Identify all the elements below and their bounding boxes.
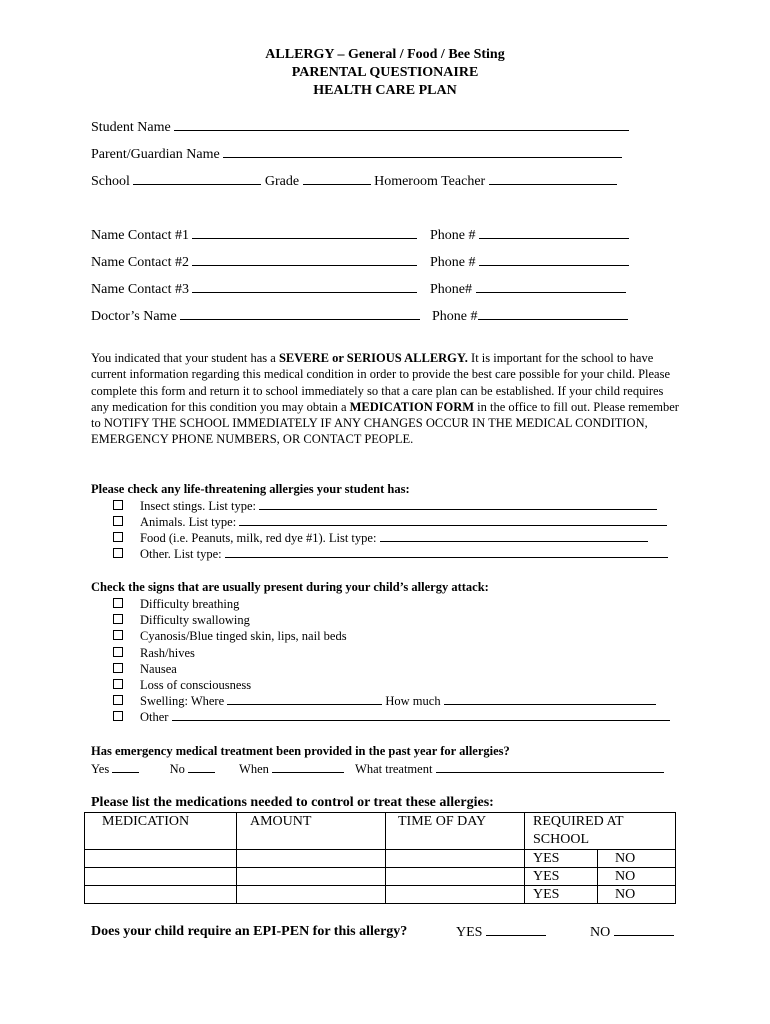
treatment-yes-field[interactable]	[112, 761, 139, 773]
sign-label: Difficulty breathing	[140, 597, 240, 611]
treatment-what-label: What treatment	[355, 762, 433, 776]
form-title-line1: ALLERGY – General / Food / Bee Sting	[265, 47, 505, 62]
col-required-header: REQUIRED AT SCHOOL	[525, 813, 676, 850]
signs-heading: Check the signs that are usually present during your child’s allergy attack:	[91, 580, 489, 594]
homeroom-field[interactable]	[489, 173, 617, 185]
table-row	[85, 886, 676, 904]
notice-text-1: You indicated that your student has a	[91, 351, 279, 365]
allergy-other-checkbox[interactable]	[113, 548, 123, 558]
sign-item	[113, 645, 195, 661]
treatment-row	[91, 761, 664, 777]
doctor-field[interactable]	[180, 308, 420, 320]
sign-checkbox[interactable]	[113, 647, 123, 657]
sign-checkbox[interactable]	[113, 679, 123, 689]
contact-3-field[interactable]	[192, 281, 417, 293]
time-cell[interactable]	[386, 850, 525, 868]
student-name-field[interactable]	[174, 119, 629, 131]
allergy-item	[113, 546, 668, 562]
allergy-other-label: Other. List type:	[140, 547, 222, 561]
sign-item	[113, 612, 250, 628]
epipen-no-label: NO	[590, 925, 611, 940]
sign-checkbox[interactable]	[113, 663, 123, 673]
epipen-question: Does your child require an EPI-PEN for this allergy?	[91, 924, 408, 939]
sign-label: Cyanosis/Blue tinged skin, lips, nail beds	[140, 629, 347, 643]
contact-1-phone-row	[430, 227, 629, 244]
col-medication-header: MEDICATION	[85, 813, 237, 850]
col-amount-header: AMOUNT	[237, 813, 386, 850]
contact-2-row	[91, 254, 417, 271]
table-row	[85, 868, 676, 886]
student-name-label: Student Name	[91, 120, 171, 135]
epipen-yes-row	[456, 924, 546, 941]
sign-label: Rash/hives	[140, 646, 195, 660]
allergy-other-field[interactable]	[225, 546, 668, 558]
sign-item	[113, 596, 239, 612]
form-title-line2: PARENTAL QUESTIONAIRE	[291, 65, 479, 80]
grade-label: Grade	[264, 174, 300, 189]
sign-item	[113, 693, 656, 709]
notice-text-3: in the office to fill out. Please remember to NOTIFY THE SCHOOL IMMEDIATELY IF ANY CHANGES OCCUR IN THE MEDICAL CONDITION, EMERGENCY PHONE NUMBERS, OR CONTACT PEOPLE.	[91, 399, 679, 447]
medication-cell[interactable]	[85, 850, 237, 868]
allergy-insect-checkbox[interactable]	[113, 500, 123, 510]
swelling-how-much-field[interactable]	[444, 693, 656, 705]
allergy-food-checkbox[interactable]	[113, 532, 123, 542]
contact-3-phone-field[interactable]	[476, 281, 626, 293]
sign-label: Difficulty swallowing	[140, 613, 250, 627]
notice-bold-medication-form: MEDICATION FORM	[349, 399, 475, 414]
contact-3-phone-row	[430, 281, 626, 298]
notice-text-2: It is important for the school to have current information regarding this medical condition in order to provide the best care possible for your child. Please complete this form and return it to school immediately so that a care plan can be established. If your child requires any medication for this condition you may obtain a	[91, 351, 670, 414]
contact-2-phone-label: Phone #	[430, 255, 476, 270]
contact-2-phone-row	[430, 254, 629, 271]
sign-swelling-checkbox[interactable]	[113, 695, 123, 705]
allergy-insect-label: Insect stings. List type:	[140, 499, 256, 513]
guardian-name-field[interactable]	[223, 146, 622, 158]
epipen-yes-field[interactable]	[486, 924, 546, 936]
required-no-cell[interactable]: NO	[598, 850, 676, 868]
contact-3-phone-label: Phone#	[430, 282, 472, 297]
sign-other-checkbox[interactable]	[113, 711, 123, 721]
contact-1-phone-label: Phone #	[430, 228, 476, 243]
allergy-food-label: Food (i.e. Peanuts, milk, red dye #1). List type:	[140, 531, 377, 545]
medication-cell[interactable]	[85, 886, 237, 904]
doctor-phone-label: Phone #	[432, 309, 478, 324]
sign-item	[113, 677, 251, 693]
school-row	[91, 173, 617, 190]
epipen-yes-label: YES	[456, 925, 483, 940]
allergy-animals-checkbox[interactable]	[113, 516, 123, 526]
medication-cell[interactable]	[85, 868, 237, 886]
treatment-when-field[interactable]	[272, 761, 344, 773]
treatment-no-label: No	[169, 762, 185, 776]
time-cell[interactable]	[386, 868, 525, 886]
medications-table	[84, 812, 676, 904]
contact-2-field[interactable]	[192, 254, 417, 266]
allergies-heading: Please check any life-threatening allergies your student has:	[91, 482, 410, 496]
guardian-name-row	[91, 146, 622, 163]
required-yes-cell[interactable]: YES	[525, 850, 598, 868]
treatment-no-field[interactable]	[188, 761, 215, 773]
contact-3-row	[91, 281, 417, 298]
student-name-row	[91, 119, 629, 136]
table-row	[85, 850, 676, 868]
amount-cell[interactable]	[237, 868, 386, 886]
sign-label: Nausea	[140, 662, 177, 676]
contact-1-label: Name Contact #1	[91, 228, 189, 243]
amount-cell[interactable]	[237, 850, 386, 868]
doctor-row	[91, 308, 420, 325]
treatment-question: Has emergency medical treatment been provided in the past year for allergies?	[91, 744, 510, 758]
swelling-where-field[interactable]	[227, 693, 382, 705]
col-time-header: TIME OF DAY	[386, 813, 525, 850]
sign-checkbox[interactable]	[113, 614, 123, 624]
medications-heading: Please list the medications needed to control or treat these allergies:	[91, 795, 494, 810]
amount-cell[interactable]	[237, 886, 386, 904]
required-yes-cell[interactable]: YES	[525, 886, 598, 904]
treatment-what-field[interactable]	[436, 761, 664, 773]
school-label: School	[91, 174, 130, 189]
epipen-no-field[interactable]	[614, 924, 674, 936]
sign-other-field[interactable]	[172, 709, 670, 721]
form-title-line3: HEALTH CARE PLAN	[313, 83, 457, 98]
notice-bold-allergy: SEVERE or SERIOUS ALLERGY.	[278, 351, 468, 365]
time-cell[interactable]	[386, 886, 525, 904]
allergy-item	[113, 514, 667, 530]
required-no-cell[interactable]: NO	[598, 886, 676, 904]
contact-3-label: Name Contact #3	[91, 282, 189, 297]
homeroom-label: Homeroom Teacher	[374, 174, 486, 189]
contact-2-label: Name Contact #2	[91, 255, 189, 270]
doctor-label: Doctor’s Name	[91, 309, 177, 324]
sign-checkbox[interactable]	[113, 630, 123, 640]
sign-checkbox[interactable]	[113, 598, 123, 608]
allergy-insect-field[interactable]	[259, 498, 657, 510]
required-yes-cell[interactable]: YES	[525, 868, 598, 886]
notice-paragraph	[91, 350, 681, 448]
treatment-when-label: When	[239, 762, 269, 776]
sign-item	[113, 628, 347, 644]
sign-item	[113, 709, 670, 725]
epipen-no-row	[590, 924, 674, 941]
sign-swelling-label: Swelling: Where	[140, 694, 225, 708]
contact-2-phone-field[interactable]	[479, 254, 629, 266]
sign-label: Loss of consciousness	[140, 678, 252, 692]
allergy-item	[113, 530, 648, 546]
contact-1-row	[91, 227, 417, 244]
allergy-item	[113, 498, 657, 514]
doctor-phone-field[interactable]	[478, 308, 628, 320]
contact-1-phone-field[interactable]	[479, 227, 629, 239]
allergy-animals-label: Animals. List type:	[140, 515, 237, 529]
required-no-cell[interactable]: NO	[598, 868, 676, 886]
grade-field[interactable]	[303, 173, 371, 185]
contact-1-field[interactable]	[192, 227, 417, 239]
allergy-food-field[interactable]	[380, 530, 648, 542]
doctor-phone-row	[432, 308, 628, 325]
sign-other-label: Other	[140, 710, 169, 724]
guardian-name-label: Parent/Guardian Name	[91, 147, 220, 162]
swelling-how-much-label: How much	[385, 694, 441, 708]
sign-item	[113, 661, 177, 677]
allergy-animals-field[interactable]	[239, 514, 667, 526]
treatment-yes-label: Yes	[91, 762, 110, 776]
school-field[interactable]	[133, 173, 261, 185]
